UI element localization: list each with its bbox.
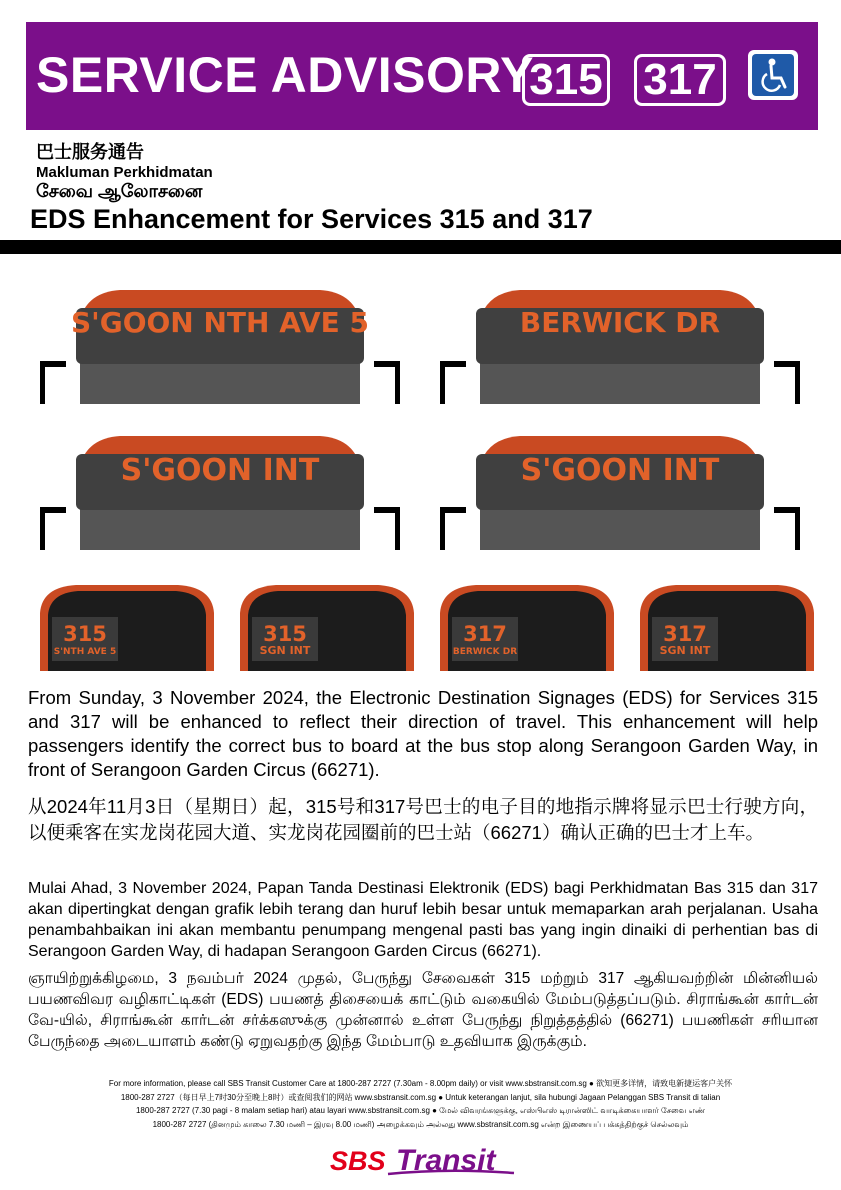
bus-front-317-berwick <box>440 284 800 404</box>
bus-front-315-nth-ave <box>40 284 400 404</box>
logo-text-sbs: SBS <box>330 1146 386 1176</box>
rear-service-number: 317 <box>663 622 707 646</box>
rear-service-number: 315 <box>63 622 107 646</box>
divider <box>0 240 841 254</box>
headline: EDS Enhancement for Services 315 and 317 <box>30 204 593 234</box>
footer-line: 1800-287 2727 (தினமும் காலை 7.30 மணி – இரவு 8.00 மணி) அழைக்கவும் அல்லது www.sbstransit.com.sg என்ற இணையப் பக்கத்திற்குச் செல்லவும் <box>152 1119 689 1129</box>
rear-destination: S'NTH AVE 5 <box>53 647 117 657</box>
bus-rear-317-berwick <box>436 583 618 673</box>
sign-text: BERWICK DR <box>519 306 721 339</box>
rear-destination: BERWICK DR <box>452 647 518 657</box>
service-badge-315: 315 <box>522 54 610 106</box>
advisory-title: SERVICE ADVISORY <box>36 47 534 103</box>
paragraph-english: From Sunday, 3 November 2024, the Electronic Destination Signages (EDS) for Services 315 and 317 will be enhanced to reflect their direction of travel. This enhancement will help passengers identify the correct bus to board at the bus stop along Serangoon Garden Way, in front of Serangoon Garden Circus (66271). <box>28 687 818 780</box>
footer-line: 1800-287 2727（每日早上7时30分至晚上8时）或查阅我们的网站 www.sbstransit.com.sg ● Untuk keterangan lanjut, sila hubungi Jagaan Pelanggan SBS Transit di talian <box>120 1092 721 1102</box>
rear-destination: SGN INT <box>259 644 311 657</box>
subtitle-malay: Makluman Perkhidmatan <box>36 164 213 181</box>
contact-footer <box>44 1077 797 1131</box>
paragraph-malay: Mulai Ahad, 3 November 2024, Papan Tanda Destinasi Elektronik (EDS) bagi Perkhidmatan Bas 315 dan 317 akan dipertingkat dengan grafik lebih terang dan huruf lebih besar untuk memaparkan arah perjalanan. Usaha penambahbaikan ini akan membantu penumpang mengenal pasti bas yang ingin dinaiki di perhentian bas di Serangoon Garden Way, di hadapan Serangoon Garden Circus (66271). <box>28 880 818 960</box>
logo-text-transit: Transit <box>396 1144 496 1177</box>
sign-text: S'GOON INT <box>520 453 720 488</box>
rear-service-number: 317 <box>463 622 507 646</box>
service-badge-317: 317 <box>634 54 726 106</box>
sign-text: S'GOON INT <box>120 453 320 488</box>
wheelchair-icon <box>748 50 798 100</box>
advisory-banner <box>26 22 818 130</box>
subtitle-chinese: 巴士服务通告 <box>36 142 144 162</box>
bus-rear-315-int <box>236 583 418 673</box>
bus-rear-315-nth-ave <box>36 583 218 673</box>
footer-line: 1800-287 2727 (7.30 pagi - 8 malam setiap hari) atau layari www.sbstransit.com.sg ● மேல் விவரங்களுக்கு, எஸ்பிஎஸ் டிரான்ஸிட் வாடிக்கையாளர் சேவை எண் <box>135 1106 706 1115</box>
bus-rear-317-int <box>636 583 818 673</box>
sign-text: S'GOON NTH AVE 5 <box>70 306 370 339</box>
subtitle-tamil: சேவை ஆலோசனை <box>36 181 203 201</box>
bus-front-315-int <box>40 430 400 550</box>
rear-service-number: 315 <box>263 622 307 646</box>
footer-line: For more information, please call SBS Transit Customer Care at 1800-287 2727 (7.30am - 8.00pm daily) or visit www.sbstransit.com.sg ● 欲知更多详情，请致电新捷运客户关怀 <box>108 1079 733 1088</box>
paragraph-tamil: ஞாயிற்றுக்கிழமை, 3 நவம்பர் 2024 முதல், பேருந்து சேவைகள் 315 மற்றும் 317 ஆகியவற்றின் மின்னியல் பயணவிவர வழிகாட்டிகள் (EDS) பயணத் திசையைக் காட்டும் வகையில் மேம்படுத்தப்படும். சிராங்கூன் கார்டன் வே-யில், சிராங்கூன் கார்டன் சர்க்கஸுக்கு முன்னால் உள்ள பேருந்து நிறுத்தத்தில் (66271) பயணிகள் சரியான பேருந்தை அடையாளம் கண்டு ஏறுவதற்கு இந்த மேம்பாடு உதவியாக இருக்கும். <box>28 970 818 1050</box>
paragraph-chinese: 从2024年11月3日（星期日）起，315号和317号巴士的电子目的地指示牌将显示巴士行驶方向，以便乘客在实龙岗花园大道、实龙岗花园圈前的巴士站（66271）确认正确的巴士才上车。 <box>28 796 818 843</box>
bus-front-317-int <box>440 430 800 550</box>
sbs-transit-logo <box>328 1140 518 1184</box>
rear-destination: SGN INT <box>659 644 711 657</box>
